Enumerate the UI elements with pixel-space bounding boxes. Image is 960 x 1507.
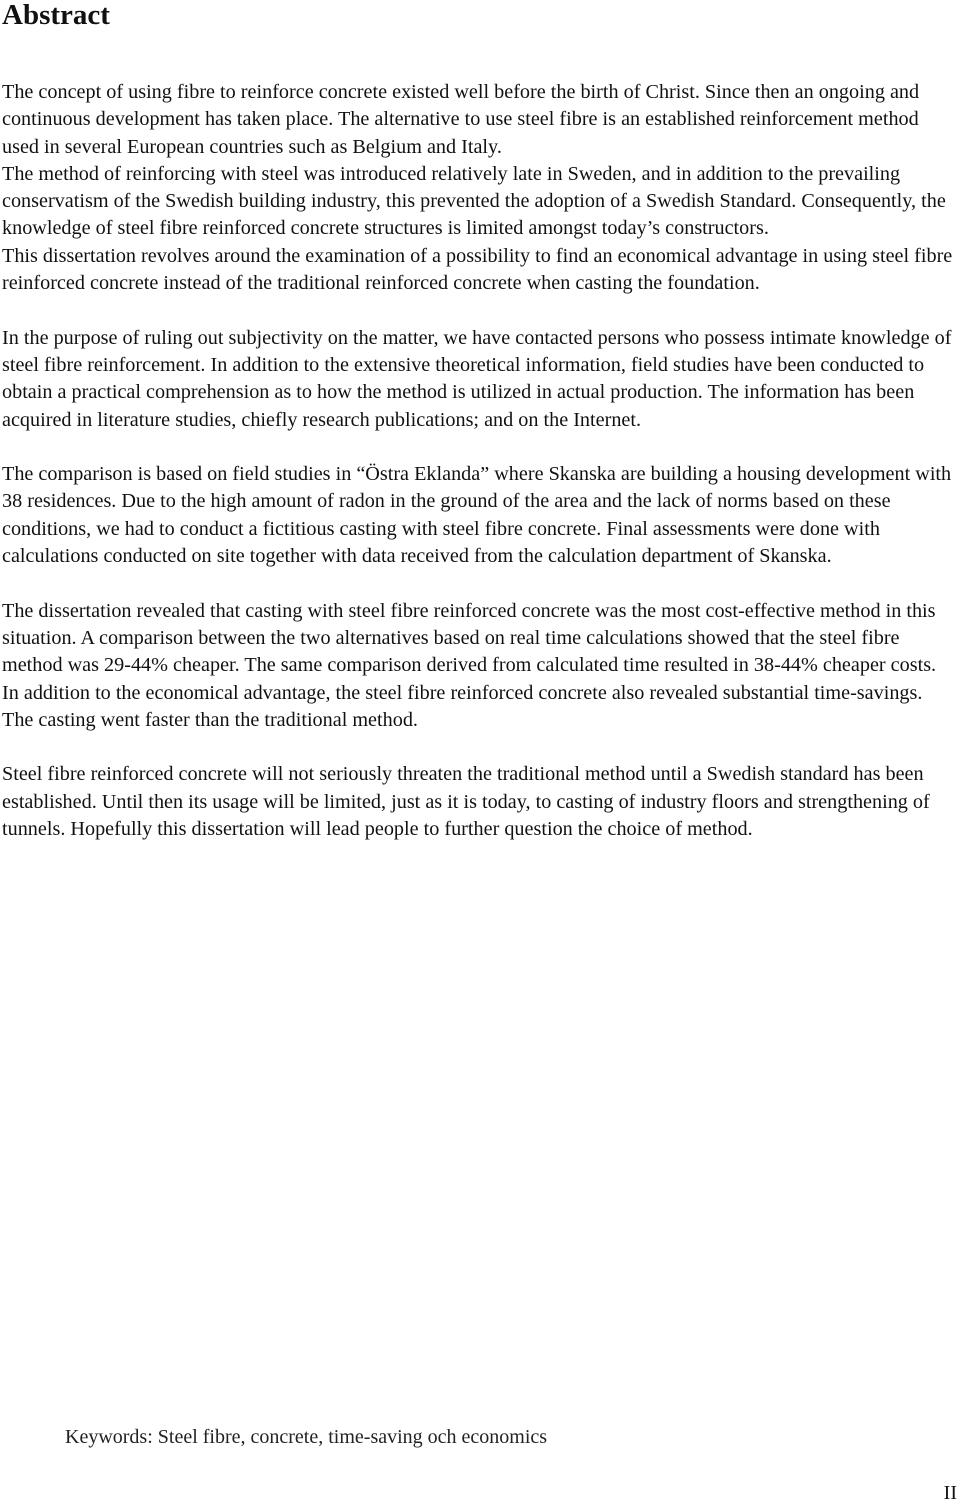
paragraph-block: In the purpose of ruling out subjectivity on the matter, we have contacted persons who possess intimate knowledge of steel fibre reinforcement. In addition to the extensive theoretical information, field studies have been conducted to obtain a practical comprehension as to how the method is utilized in actual production. The information has been acquired in literature studies, chiefly research publications; and on the Internet. (2, 326, 952, 431)
paragraph (2, 598, 954, 734)
paragraph (2, 325, 954, 434)
abstract-body (2, 79, 954, 871)
paragraph-block: The dissertation revealed that casting with steel fibre reinforced concrete was the most cost-effective method in this situation. A comparison between the two alternatives based on real time calculations showed that the steel fibre method was 29-44% cheaper. The same comparison derived from calculated time resulted in 38-44% cheaper costs. In addition to the economical advantage, the steel fibre reinforced concrete also revealed substantial time-savings. The casting went faster than the traditional method. (2, 599, 937, 731)
paragraph-block: The method of reinforcing with steel was introduced relatively late in Sweden, and in addition to the prevailing conservatism of the Swedish building industry, this prevented the adoption of a Swedish Standard. Consequently, the knowledge of steel fibre reinforced concrete structures is limited amongst today’s constructors. (2, 162, 946, 240)
paragraph-block: The comparison is based on field studies in “Östra Eklanda” where Skanska are building a housing development with 38 residences. Due to the high amount of radon in the ground of the area and the lack of norms based on these conditions, we had to conduct a fictitious casting with steel fibre concrete. Final assessments were done with calculations conducted on site together with data received from the calculation department of Skanska. (2, 463, 952, 568)
page-number: II (943, 1482, 957, 1504)
paragraph-block: This dissertation revolves around the examination of a possibility to find an economical advantage in using steel fibre reinforced concrete instead of the traditional reinforced concrete when casting the foundation. (2, 244, 953, 295)
paragraph (2, 461, 954, 570)
paragraph (2, 761, 954, 843)
paragraph-block: The concept of using fibre to reinforce concrete existed well before the birth of Christ. Since then an ongoing and continuous development has taken place. The alternative to use steel fibre is an established reinforcement method used in several European countries such as Belgium and Italy. (2, 81, 920, 158)
keywords-line: Keywords: Steel fibre, concrete, time-saving och economics (65, 1426, 548, 1448)
paragraph (2, 79, 954, 297)
paragraph-block: Steel fibre reinforced concrete will not seriously threaten the traditional method until a Swedish standard has been established. Until then its usage will be limited, just as it is today, to casting of industry floors and strengthening of tunnels. Hopefully this dissertation will lead people to further question the choice of method. (2, 763, 930, 841)
page-title: Abstract (2, 0, 110, 31)
